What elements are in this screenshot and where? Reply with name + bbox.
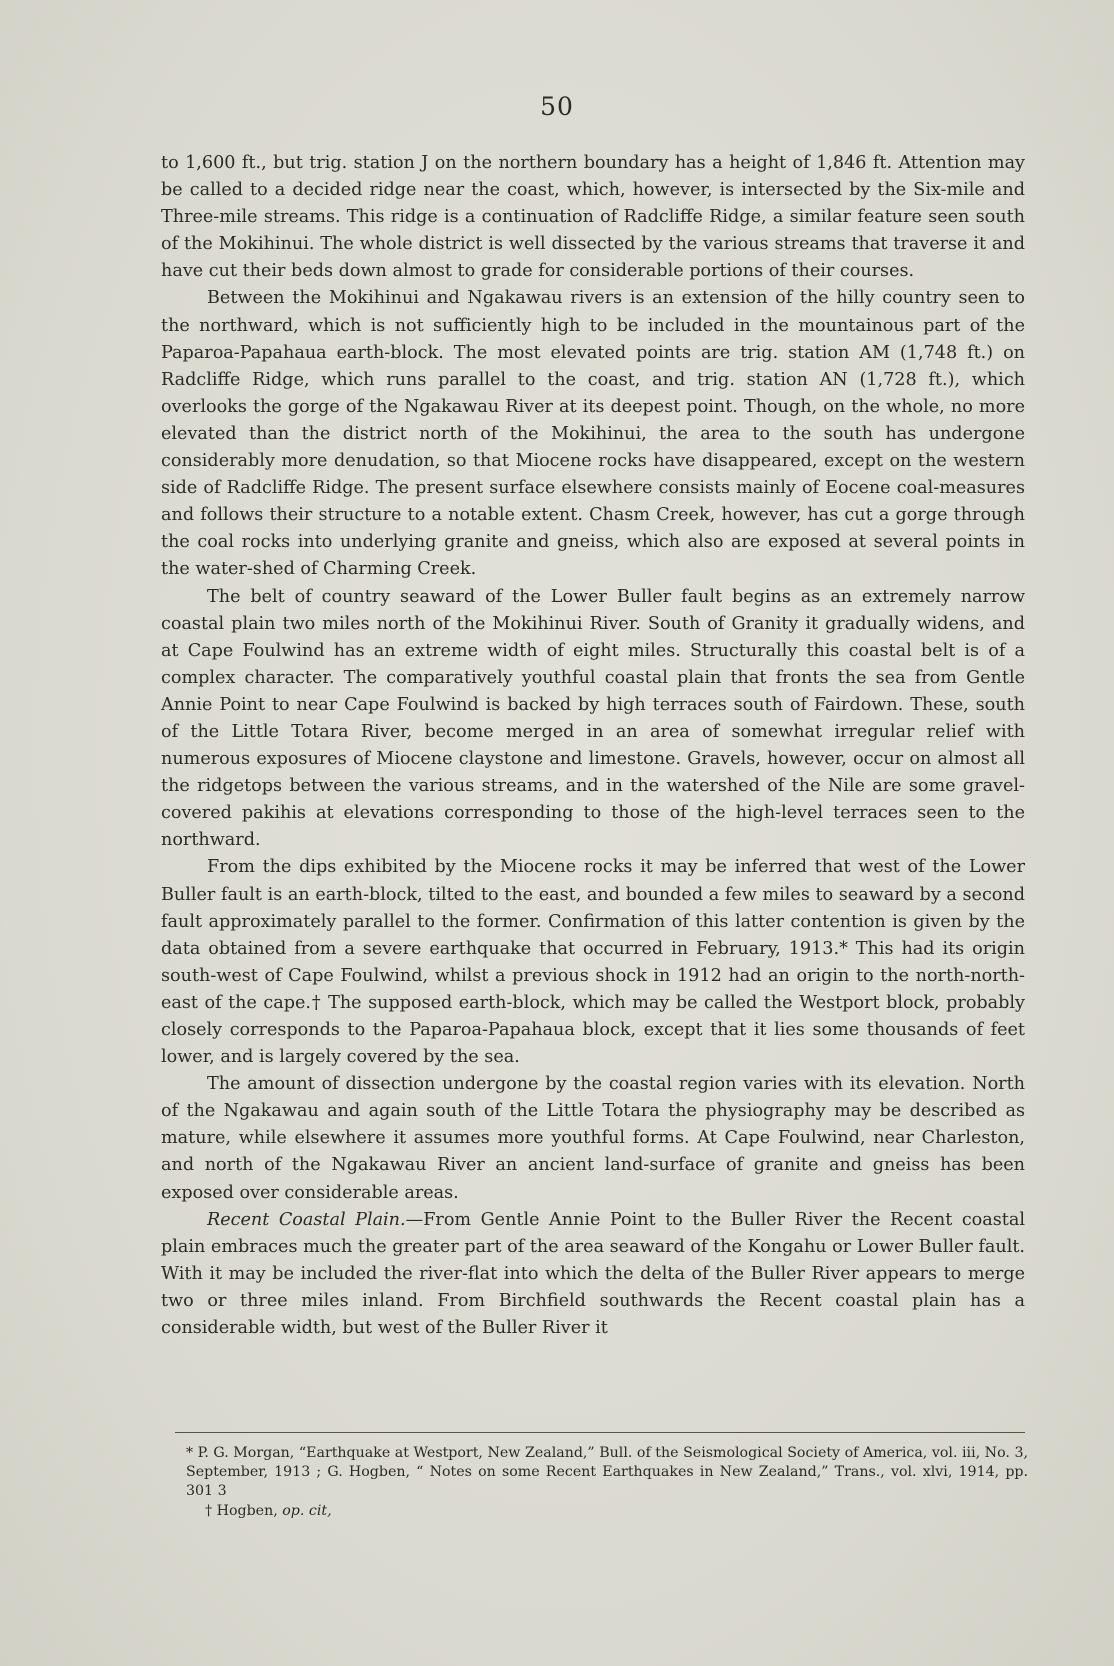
- page-number: 50: [540, 92, 574, 121]
- footnote-2-citation: op. cit,: [282, 1502, 332, 1519]
- footnote-2-prefix: † Hogben,: [205, 1502, 283, 1519]
- footnotes: [186, 1444, 1028, 1521]
- paragraph-5: The amount of dissection undergone by the coastal region varies with its elevation. North of the Ngakawau and again south of the Little Totara the physiography may be described as mature, while elsewhere it assumes more youthful forms. At Cape Foulwind, near Charleston, and north of the Ngakawau River an ancient land-surface of granite and gneiss has been exposed over considerable areas.: [161, 1074, 1025, 1203]
- paragraph-3: The belt of country seaward of the Lower Buller fault begins as an extremely narrow coastal plain two miles north of the Mokihinui River. South of Granity it gradually widens, and at Cape Foulwind has an extreme width of eight miles. Structurally this coastal belt is of a complex character. The comparatively youthful coastal plain that fronts the sea from Gentle Annie Point to near Cape Foulwind is backed by high terraces south of Fairdown. These, south of the Little Totara River, become merged in an area of somewhat irregular relief with numerous exposures of Miocene claystone and limestone. Gravels, however, occur on almost all the ridgetops between the various streams, and in the watershed of the Nile are some gravel-covered pakihis at elevations corresponding to those of the high-level terraces seen to the northward.: [161, 586, 1025, 851]
- paragraph-2: Between the Mokihinui and Ngakawau rivers is an extension of the hilly country seen to the northward, which is not sufficiently high to be included in the mountainous part of the Paparoa-Papahaua earth-block. The most elevated points are trig. station AM (1,748 ft.) on Radcliffe Ridge, which runs parallel to the coast, and trig. station AN (1,728 ft.), which overlooks the gorge of the Ngakawau River at its deepest point. Though, on the whole, no more elevated than the district north of the Mokihinui, the area to the south has undergone considerably more denudation, so that Miocene rocks have disappeared, except on the western side of Radcliffe Ridge. The present surface elsewhere consists mainly of Eocene coal-measures and follows their structure to a notable extent. Chasm Creek, however, has cut a gorge through the coal rocks into underlying granite and gneiss, which also are exposed at several points in the water-shed of Charming Creek.: [161, 288, 1025, 580]
- footnote-2: [186, 1502, 1028, 1521]
- paragraph-6-body: —From Gentle Annie Point to the Buller River the Recent coastal plain embraces much the greater part of the area seaward of the Kongahu or Lower Buller fault. With it may be included the river-flat into which the delta of the Buller River appears to merge two or three miles inland. From Birchfield southwards the Recent coastal plain has a considerable width, but west of the Buller River it: [161, 1209, 1025, 1339]
- body-text: [161, 150, 1025, 1342]
- paragraph-6: [161, 1207, 1025, 1342]
- footnote-1: * P. G. Morgan, “Earthquake at Westport, New Zealand,” Bull. of the Seismological Society of America, vol. iii, No. 3, September, 1913 ; G. Hogben, “ Notes on some Recent Earthquakes in New Zealand,” Trans., vol. xlvi, 1914, pp. 301 3: [186, 1445, 1028, 1500]
- footnote-divider: [175, 1432, 1025, 1433]
- paragraph-1: to 1,600 ft., but trig. station J on the northern boundary has a height of 1,846 ft. Attention may be called to a decided ridge near the coast, which, however, is intersected by the Six-mile and Three-mile streams. This ridge is a continuation of Radcliffe Ridge, a similar feature seen south of the Mokihinui. The whole district is well dissected by the various streams that traverse it and have cut their beds down almost to grade for considerable portions of their courses.: [161, 153, 1025, 282]
- section-heading-recent-coastal-plain: Recent Coastal Plain.: [207, 1209, 406, 1230]
- paragraph-4: From the dips exhibited by the Miocene rocks it may be inferred that west of the Lower Buller fault is an earth-block, tilted to the east, and bounded a few miles to seaward by a second fault approximately parallel to the former. Confirmation of this latter contention is given by the data obtained from a severe earthquake that occurred in February, 1913.* This had its origin south-west of Cape Foulwind, whilst a previous shock in 1912 had an origin to the north-north-east of the cape.† The supposed earth-block, which may be called the Westport block, probably closely corresponds to the Paparoa-Papahaua block, except that it lies some thousands of feet lower, and is largely covered by the sea.: [161, 857, 1025, 1068]
